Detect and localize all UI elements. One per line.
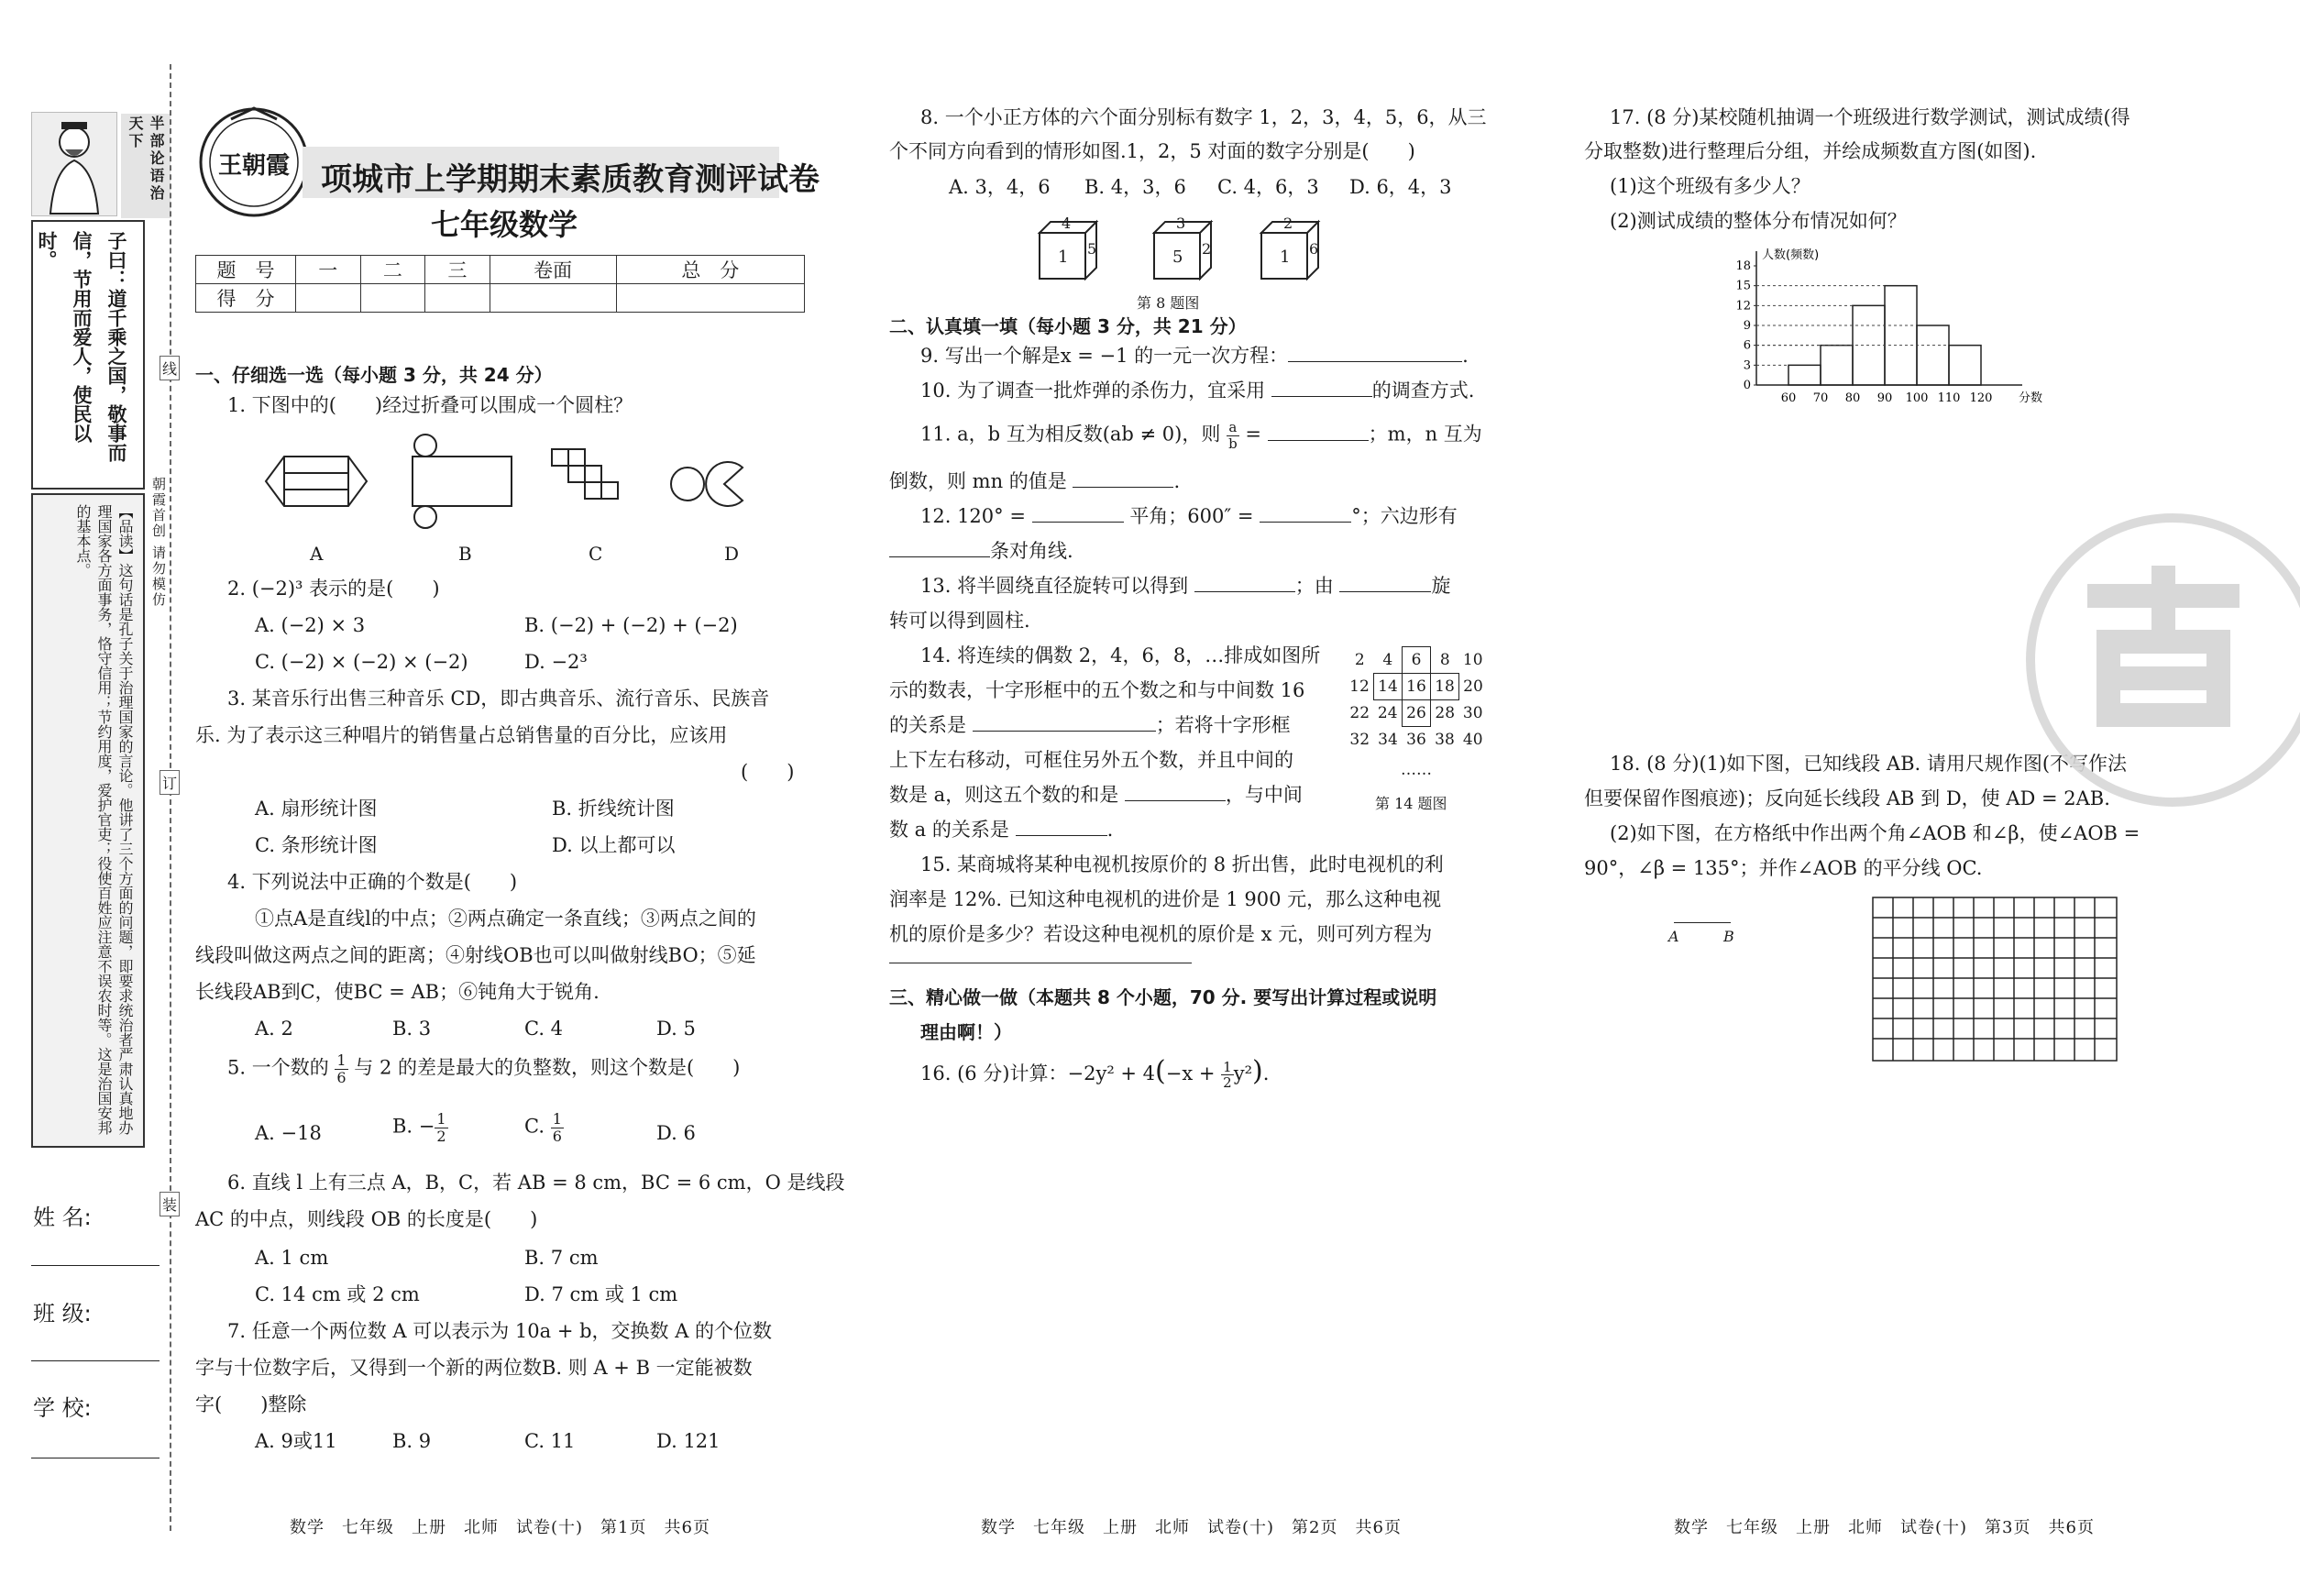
q9-answer-blank[interactable] xyxy=(1288,361,1462,362)
fig14-caption: 第 14 题图 xyxy=(1375,795,1447,812)
y-tick-label: 0 xyxy=(1743,379,1751,392)
confucius-quote: 子曰：道千乘之国，敬事而信，节用而爱人，使民以时。 xyxy=(36,231,127,462)
cube-2 xyxy=(1150,211,1224,284)
fold-mark-xian: 线 xyxy=(160,356,180,380)
q11-answer-blank-1[interactable] xyxy=(1268,440,1369,441)
q7-opt-d[interactable]: D. 121 xyxy=(656,1430,721,1452)
cube-2-front: 5 xyxy=(1172,248,1183,267)
quote-box xyxy=(31,220,145,490)
q17-line1: 17. (8 分)某校随机抽调一个班级进行数学测试，测试成绩(得 xyxy=(1610,106,2130,128)
q2-opt-d[interactable]: D. −2³ xyxy=(524,651,588,673)
histogram-bar xyxy=(1788,365,1821,385)
score-cell[interactable] xyxy=(425,284,490,313)
q13-answer-blank-1[interactable] xyxy=(1194,591,1295,592)
q14-answer-blank-1[interactable] xyxy=(973,731,1156,732)
q12-answer-blank-1[interactable] xyxy=(1032,522,1124,523)
q13-line2: 转可以得到圆柱. xyxy=(889,610,1030,632)
q5-text xyxy=(227,1052,740,1085)
y-tick-label: 15 xyxy=(1735,279,1751,293)
x-tick-label: 100 xyxy=(1905,391,1929,405)
q3-line2: 乐. 为了表示这三种唱片的销售量占总销售量的百分比，应该用 xyxy=(195,724,728,746)
q6-opt-d[interactable]: D. 7 cm 或 1 cm xyxy=(524,1283,678,1305)
q4-line3: 长线段AB到C，使BC = AB；⑥钝角大于锐角. xyxy=(195,981,600,1003)
q15-line1: 15. 某商城将某种电视机按原价的 8 折出售，此时电视机的利 xyxy=(920,853,1444,875)
x-tick-label: 60 xyxy=(1780,391,1797,405)
q7-opt-a[interactable]: A. 9或11 xyxy=(255,1430,337,1452)
motto-badge: 半部论语治天下 xyxy=(121,114,171,218)
q8-opt-c[interactable]: C. 4，6，3 xyxy=(1217,176,1319,198)
seal-watermark xyxy=(2026,513,2300,807)
q3-line1: 3. 某音乐行出售三种音乐 CD，即古典音乐、流行音乐、民族音 xyxy=(227,688,770,710)
score-cell[interactable] xyxy=(296,284,361,313)
q14-line2: 示的数表，十字形框中的五个数之和与中间数 16 xyxy=(889,679,1305,701)
score-header: 题 号 xyxy=(196,256,296,284)
class-label: 班 级: xyxy=(33,1301,92,1326)
histogram-bar xyxy=(1821,346,1853,385)
q3-opt-a[interactable]: A. 扇形统计图 xyxy=(255,798,378,820)
q3-opt-d[interactable]: D. 以上都可以 xyxy=(552,834,676,856)
q2-opt-c[interactable]: C. (−2) × (−2) × (−2) xyxy=(255,651,468,673)
q7-line3: 字( )整除 xyxy=(195,1393,307,1415)
q1-fig-a xyxy=(266,457,367,506)
q1-fig-b xyxy=(413,435,512,528)
q4-text: 4. 下列说法中正确的个数是( ) xyxy=(227,871,518,893)
page3-footer: 数学 七年级 上册 北师 试卷(十) 第3页 共6页 xyxy=(1674,1518,2095,1537)
binding-line xyxy=(170,64,171,1531)
score-header: 卷面 xyxy=(490,256,616,284)
class-field[interactable] xyxy=(31,1360,160,1361)
q1-text: 1. 下图中的( )经过折叠可以围成一个圆柱？ xyxy=(227,394,633,416)
confucius-avatar xyxy=(31,112,117,216)
q10-text: 10. 为了调查一批炸弹的杀伤力，宜采用 的调查方式. xyxy=(920,380,1475,402)
q11-text: 11. a，b 互为相反数(ab ≠ 0)，则 $\frac{a}{b}$ = ；m，n 互为 xyxy=(920,419,1482,452)
q9-text: 9. 写出一个解是x = −1 的一元一次方程： . xyxy=(920,345,1469,367)
y-tick-label: 3 xyxy=(1743,358,1751,373)
q8-opt-a[interactable]: A. 3，4，6 xyxy=(949,176,1051,198)
q7-opt-c[interactable]: C. 11 xyxy=(524,1430,576,1452)
histogram-bar xyxy=(1949,346,1981,385)
q4-opt-c[interactable]: C. 4 xyxy=(524,1018,564,1040)
exam-subtitle: 七年级数学 xyxy=(431,207,578,242)
x-axis-label: 分数 xyxy=(2019,391,2043,405)
q8-line1: 8. 一个小正方体的六个面分别标有数字 1，2，3，4，5，6，从三 xyxy=(920,106,1487,128)
page2-footer: 数学 七年级 上册 北师 试卷(十) 第2页 共6页 xyxy=(981,1518,1402,1537)
section3-heading-line1: 三、精心做一做（本题共 8 个小题，70 分. 要写出计算过程或说明 xyxy=(889,986,1437,1008)
q1-figures xyxy=(257,431,770,532)
score-header: 三 xyxy=(425,256,490,284)
number-grid: 2 4 6 8 10 12 14 16 18 20 22 24 26 28 30 32 34 36 38 40 xyxy=(1346,646,1487,753)
y-tick-label: 6 xyxy=(1743,338,1751,353)
fold-mark-ding: 订 xyxy=(160,770,180,795)
brand-logo xyxy=(194,103,314,222)
q2-opt-a[interactable]: A. (−2) × 3 xyxy=(255,614,366,636)
q14-line3: 的关系是 ；若将十字形框 xyxy=(889,714,1291,736)
q1-fig-d xyxy=(671,462,743,506)
q7-line2: 字与十位数字后，又得到一个新的两位数B. 则 A + B 一定能被数 xyxy=(195,1357,753,1379)
x-tick-label: 120 xyxy=(1969,391,1993,405)
q18-line2: 但要保留作图痕迹)；反向延长线段 AB 到 D，使 AD = 2AB. xyxy=(1584,787,2110,809)
q7-line1: 7. 任意一个两位数 A 可以表示为 10a + b，交换数 A 的个位数 xyxy=(227,1320,773,1342)
q13-answer-blank-2[interactable] xyxy=(1339,591,1431,592)
q5-suffix: 与 2 的差是最大的负整数，则这个数是( ) xyxy=(354,1056,741,1079)
x-tick-label: 110 xyxy=(1937,391,1961,405)
q6-opt-c[interactable]: C. 14 cm 或 2 cm xyxy=(255,1283,420,1305)
x-tick-label: 70 xyxy=(1812,391,1829,405)
score-cell[interactable] xyxy=(490,284,616,313)
histogram-bar xyxy=(1885,286,1917,385)
segment-ab xyxy=(1674,922,1731,923)
score-header: 二 xyxy=(360,256,425,284)
y-tick-label: 18 xyxy=(1735,259,1751,273)
q1-label-d: D xyxy=(724,543,740,565)
y-tick-label: 9 xyxy=(1743,319,1751,333)
q1-label-c: C xyxy=(589,543,603,565)
side-note: 朝霞首创 请勿模仿 xyxy=(150,477,167,608)
x-tick-label: 90 xyxy=(1876,391,1893,405)
q12-answer-blank-2[interactable] xyxy=(1260,522,1351,523)
q5-opt-c[interactable]: C. $\frac{1}{6}$ xyxy=(524,1110,562,1145)
q4-opt-b[interactable]: B. 3 xyxy=(392,1018,432,1040)
q3-opt-c[interactable]: C. 条形统计图 xyxy=(255,834,378,856)
score-header: 一 xyxy=(296,256,361,284)
cube-3-side: 6 xyxy=(1309,240,1319,258)
q18-line1: 18. (8 分)(1)如下图，已知线段 AB. 请用尺规作图(不写作法 xyxy=(1610,753,2128,775)
cube-3-top: 2 xyxy=(1283,215,1293,232)
q6-opt-b[interactable]: B. 7 cm xyxy=(524,1247,599,1269)
fold-mark-zhuang: 装 xyxy=(160,1192,180,1216)
q5-opt-b[interactable]: B. − $\frac{1}{2}$ xyxy=(392,1110,446,1145)
name-label: 姓 名: xyxy=(33,1205,92,1230)
q8-opt-b[interactable]: B. 4，3，6 xyxy=(1084,176,1186,198)
q10-answer-blank[interactable] xyxy=(1271,396,1372,397)
segment-a-label: A xyxy=(1668,928,1679,945)
q1-label-b: B xyxy=(458,543,472,565)
square-grid-paper[interactable] xyxy=(1872,897,2119,1063)
q1-fig-c xyxy=(552,449,618,499)
section1-heading: 一、仔细选一选（每小题 3 分，共 24 分） xyxy=(195,364,553,386)
q7-opt-b[interactable]: B. 9 xyxy=(392,1430,432,1452)
q5-prefix: 5. 一个数的 xyxy=(227,1056,329,1079)
q14-answer-blank-3[interactable] xyxy=(1016,835,1107,836)
q11-line2: 倒数，则 mn 的值是 . xyxy=(889,470,1181,492)
q14-line5: 数是 a，则这五个数的和是 ，与中间 xyxy=(889,784,1303,806)
q8-opt-d[interactable]: D. 6，4，3 xyxy=(1349,176,1452,198)
frequency-histogram xyxy=(1723,248,2053,413)
score-header: 总 分 xyxy=(616,256,804,284)
brand-name: 王朝霞 xyxy=(217,152,290,180)
q6-line1: 6. 直线 l 上有三点 A，B，C，若 AB = 8 cm，BC = 6 cm，O 是线段 xyxy=(227,1172,845,1194)
q17-line2: 分取整数)进行整理后分组，并绘成频数直方图(如图). xyxy=(1584,140,2037,162)
score-cell[interactable] xyxy=(616,284,804,313)
q2-text: 2. (−2)³ 表示的是( ) xyxy=(227,578,440,600)
q16-text: 16. (6 分)计算：−2y² + 4(−x + $\frac{1}{2}$ y²). xyxy=(920,1055,1270,1091)
cube-3-front: 1 xyxy=(1280,248,1291,267)
q15-line3: 机的原价是多少？若设这种电视机的原价是 x 元，则可列方程为 xyxy=(889,923,1433,945)
q11-answer-blank-2[interactable] xyxy=(1073,487,1173,488)
q8-line2: 个不同方向看到的情形如图.1，2，5 对面的数字分别是( ) xyxy=(889,140,1415,162)
q3-opt-b[interactable]: B. 折线统计图 xyxy=(552,798,675,820)
score-cell[interactable] xyxy=(360,284,425,313)
cube-1-side: 5 xyxy=(1087,240,1097,258)
q12-text: 12. 120° = 平角；600″ = °；六边形有 xyxy=(920,505,1458,527)
q17-sub1: (1)这个班级有多少人？ xyxy=(1610,175,1810,197)
q14-line1: 14. 将连续的偶数 2，4，6，8，…排成如图所 xyxy=(920,644,1321,666)
q13-text: 13. 将半圆绕直径旋转可以得到 ；由 旋 xyxy=(920,575,1451,597)
q14-line4: 上下左右移动，可框住另外五个数，并且中间的 xyxy=(889,749,1293,771)
y-tick-label: 12 xyxy=(1735,299,1751,314)
pindu-text: 【品读】这句话是孔子关于治理国家的言论。他讲了三个方面的问题，即要求统治者严肃认真地办理国家各方面事务，恪守信用；节约用度，爱护官吏；役使百姓应注意不误农时等。这是治国安邦的基本点。 xyxy=(74,504,134,1135)
q5-fraction: $\frac{1}{6}$ xyxy=(336,1051,347,1086)
q3-paren: ( ) xyxy=(741,761,795,783)
score-row-label: 得 分 xyxy=(196,284,296,313)
pindu-box xyxy=(31,493,145,1148)
q18-line4: 90°，∠β = 135°；并作∠AOB 的平分线 OC. xyxy=(1584,857,1983,879)
segment-b-label: B xyxy=(1723,928,1734,945)
histogram-bar xyxy=(1917,325,1949,385)
q4-opt-d[interactable]: D. 5 xyxy=(656,1018,696,1040)
q15-line2: 润率是 12%. 已知这种电视机的进价是 1 900 元，那么这种电视 xyxy=(889,888,1442,910)
page1-footer: 数学 七年级 上册 北师 试卷(十) 第1页 共6页 xyxy=(290,1518,710,1537)
q14-line6: 数 a 的关系是 . xyxy=(889,819,1114,841)
section2-heading: 二、认真填一填（每小题 3 分，共 21 分） xyxy=(889,315,1247,337)
cube-1-top: 4 xyxy=(1062,215,1072,232)
grid-ellipsis: …… xyxy=(1401,761,1432,779)
school-label: 学 校: xyxy=(33,1395,92,1421)
cube-1 xyxy=(1036,211,1109,284)
x-tick-label: 80 xyxy=(1844,391,1861,405)
q4-line2: 线段叫做这两点之间的距离；④射线OB也可以叫做射线BO；⑤延 xyxy=(195,944,756,966)
q12-line2: 条对角线. xyxy=(889,542,1073,561)
score-table xyxy=(195,255,805,313)
q4-line1: ①点A是直线l的中点；②两点确定一条直线；③两点之间的 xyxy=(255,908,756,930)
q6-opt-a[interactable]: A. 1 cm xyxy=(255,1247,329,1269)
cube-3 xyxy=(1258,211,1331,284)
name-field[interactable] xyxy=(31,1265,160,1266)
q5-opt-a[interactable]: A. −18 xyxy=(255,1122,322,1144)
q2-opt-b[interactable]: B. (−2) + (−2) + (−2) xyxy=(524,614,738,636)
q17-sub2: (2)测试成绩的整体分布情况如何？ xyxy=(1610,210,1907,232)
exam-title: 项城市上学期期末素质教育测评试卷 xyxy=(321,161,820,198)
q4-opt-a[interactable]: A. 2 xyxy=(255,1018,293,1040)
q18-line3: (2)如下图，在方格纸中作出两个角∠AOB 和∠β，使∠AOB = xyxy=(1610,822,2140,844)
cube-2-top: 3 xyxy=(1176,215,1186,232)
section3-heading-line2: 理由啊！） xyxy=(920,1021,1012,1043)
q14-answer-blank-2[interactable] xyxy=(1125,800,1226,801)
cube-2-side: 2 xyxy=(1202,240,1212,258)
cube-1-front: 1 xyxy=(1058,248,1069,267)
q6-line2: AC 的中点，则线段 OB 的长度是( ) xyxy=(195,1208,538,1230)
q1-label-a: A xyxy=(310,543,324,565)
fig8-caption: 第 8 题图 xyxy=(1137,294,1200,312)
q12-answer-blank-3[interactable] xyxy=(889,556,990,557)
q5-opt-d[interactable]: D. 6 xyxy=(656,1122,696,1144)
y-axis-label: 人数(频数) xyxy=(1762,248,1820,262)
